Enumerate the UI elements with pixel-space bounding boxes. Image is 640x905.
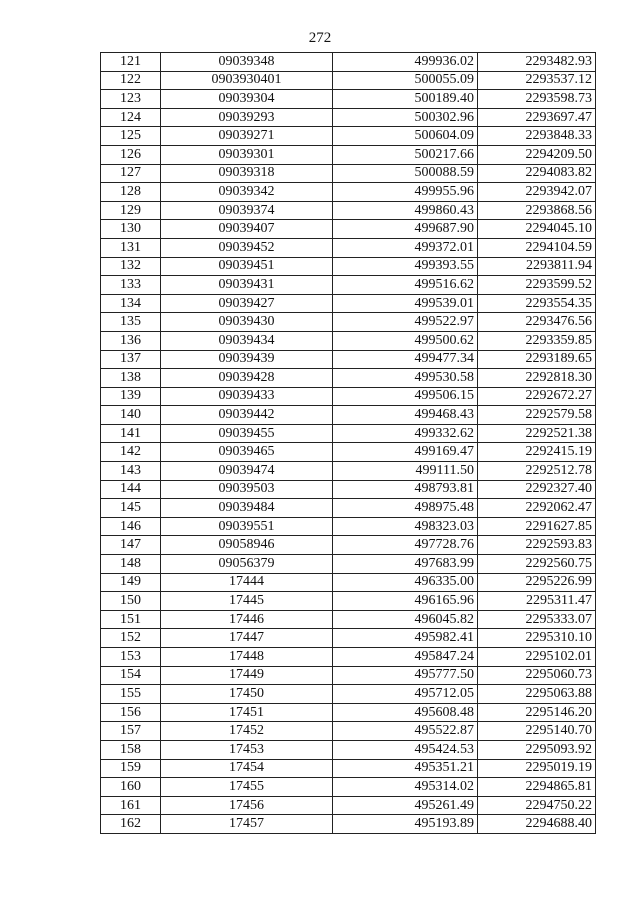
point-id-cell: 17445 bbox=[161, 592, 333, 611]
point-id-cell: 09039503 bbox=[161, 480, 333, 499]
point-id-cell: 17456 bbox=[161, 796, 333, 815]
table-row bbox=[101, 164, 596, 183]
x-coordinate-cell: 495522.87 bbox=[333, 722, 478, 741]
point-id-cell: 09039455 bbox=[161, 424, 333, 443]
table-row bbox=[101, 276, 596, 295]
table-row bbox=[101, 424, 596, 443]
y-coordinate-cell: 2294688.40 bbox=[478, 815, 596, 834]
point-id-cell: 09039348 bbox=[161, 53, 333, 72]
x-coordinate-cell: 498323.03 bbox=[333, 517, 478, 536]
x-coordinate-cell: 499111.50 bbox=[333, 462, 478, 481]
table-row bbox=[101, 53, 596, 72]
row-number-cell: 136 bbox=[101, 331, 161, 350]
y-coordinate-cell: 2293189.65 bbox=[478, 350, 596, 369]
x-coordinate-cell: 496045.82 bbox=[333, 610, 478, 629]
point-id-cell: 09039451 bbox=[161, 257, 333, 276]
x-coordinate-cell: 495777.50 bbox=[333, 666, 478, 685]
table-row bbox=[101, 331, 596, 350]
y-coordinate-cell: 2293554.35 bbox=[478, 294, 596, 313]
y-coordinate-cell: 2292062.47 bbox=[478, 499, 596, 518]
row-number-cell: 158 bbox=[101, 740, 161, 759]
table-row bbox=[101, 610, 596, 629]
point-id-cell: 09039304 bbox=[161, 90, 333, 109]
row-number-cell: 154 bbox=[101, 666, 161, 685]
row-number-cell: 151 bbox=[101, 610, 161, 629]
point-id-cell: 17455 bbox=[161, 778, 333, 797]
row-number-cell: 124 bbox=[101, 108, 161, 127]
point-id-cell: 09039474 bbox=[161, 462, 333, 481]
y-coordinate-cell: 2295102.01 bbox=[478, 648, 596, 667]
y-coordinate-cell: 2293599.52 bbox=[478, 276, 596, 295]
point-id-cell: 09039442 bbox=[161, 406, 333, 425]
point-id-cell: 09039271 bbox=[161, 127, 333, 146]
point-id-cell: 17452 bbox=[161, 722, 333, 741]
table-row bbox=[101, 666, 596, 685]
row-number-cell: 143 bbox=[101, 462, 161, 481]
table-row bbox=[101, 183, 596, 202]
x-coordinate-cell: 500604.09 bbox=[333, 127, 478, 146]
y-coordinate-cell: 2295226.99 bbox=[478, 573, 596, 592]
row-number-cell: 134 bbox=[101, 294, 161, 313]
point-id-cell: 17449 bbox=[161, 666, 333, 685]
x-coordinate-cell: 499468.43 bbox=[333, 406, 478, 425]
y-coordinate-cell: 2293942.07 bbox=[478, 183, 596, 202]
point-id-cell: 09039434 bbox=[161, 331, 333, 350]
point-id-cell: 17453 bbox=[161, 740, 333, 759]
table-row bbox=[101, 350, 596, 369]
table-row bbox=[101, 257, 596, 276]
row-number-cell: 157 bbox=[101, 722, 161, 741]
x-coordinate-cell: 495314.02 bbox=[333, 778, 478, 797]
y-coordinate-cell: 2295093.92 bbox=[478, 740, 596, 759]
row-number-cell: 135 bbox=[101, 313, 161, 332]
row-number-cell: 148 bbox=[101, 555, 161, 574]
row-number-cell: 159 bbox=[101, 759, 161, 778]
point-id-cell: 09039407 bbox=[161, 220, 333, 239]
y-coordinate-cell: 2294104.59 bbox=[478, 238, 596, 257]
y-coordinate-cell: 2292560.75 bbox=[478, 555, 596, 574]
table-row bbox=[101, 796, 596, 815]
y-coordinate-cell: 2292415.19 bbox=[478, 443, 596, 462]
row-number-cell: 137 bbox=[101, 350, 161, 369]
table-row bbox=[101, 722, 596, 741]
x-coordinate-cell: 499522.97 bbox=[333, 313, 478, 332]
point-id-cell: 09039551 bbox=[161, 517, 333, 536]
point-id-cell: 17447 bbox=[161, 629, 333, 648]
point-id-cell: 09039484 bbox=[161, 499, 333, 518]
table-row bbox=[101, 145, 596, 164]
y-coordinate-cell: 2293811.94 bbox=[478, 257, 596, 276]
table-row bbox=[101, 108, 596, 127]
x-coordinate-cell: 496165.96 bbox=[333, 592, 478, 611]
row-number-cell: 156 bbox=[101, 703, 161, 722]
x-coordinate-cell: 495608.48 bbox=[333, 703, 478, 722]
x-coordinate-cell: 495424.53 bbox=[333, 740, 478, 759]
row-number-cell: 155 bbox=[101, 685, 161, 704]
point-id-cell: 09039431 bbox=[161, 276, 333, 295]
y-coordinate-cell: 2293598.73 bbox=[478, 90, 596, 109]
x-coordinate-cell: 495982.41 bbox=[333, 629, 478, 648]
point-id-cell: 09039427 bbox=[161, 294, 333, 313]
point-id-cell: 09039439 bbox=[161, 350, 333, 369]
x-coordinate-cell: 499393.55 bbox=[333, 257, 478, 276]
table-row bbox=[101, 462, 596, 481]
x-coordinate-cell: 500217.66 bbox=[333, 145, 478, 164]
table-row bbox=[101, 406, 596, 425]
table-row bbox=[101, 480, 596, 499]
point-id-cell: 17444 bbox=[161, 573, 333, 592]
y-coordinate-cell: 2295310.10 bbox=[478, 629, 596, 648]
table-row bbox=[101, 90, 596, 109]
x-coordinate-cell: 497728.76 bbox=[333, 536, 478, 555]
y-coordinate-cell: 2293476.56 bbox=[478, 313, 596, 332]
row-number-cell: 139 bbox=[101, 387, 161, 406]
y-coordinate-cell: 2295063.88 bbox=[478, 685, 596, 704]
point-id-cell: 09039430 bbox=[161, 313, 333, 332]
point-id-cell: 17454 bbox=[161, 759, 333, 778]
x-coordinate-cell: 499516.62 bbox=[333, 276, 478, 295]
row-number-cell: 145 bbox=[101, 499, 161, 518]
row-number-cell: 162 bbox=[101, 815, 161, 834]
x-coordinate-cell: 495712.05 bbox=[333, 685, 478, 704]
y-coordinate-cell: 2292521.38 bbox=[478, 424, 596, 443]
table-row bbox=[101, 536, 596, 555]
row-number-cell: 146 bbox=[101, 517, 161, 536]
point-id-cell: 17451 bbox=[161, 703, 333, 722]
row-number-cell: 160 bbox=[101, 778, 161, 797]
table-row bbox=[101, 238, 596, 257]
row-number-cell: 138 bbox=[101, 369, 161, 388]
row-number-cell: 123 bbox=[101, 90, 161, 109]
table-row bbox=[101, 778, 596, 797]
y-coordinate-cell: 2292327.40 bbox=[478, 480, 596, 499]
row-number-cell: 133 bbox=[101, 276, 161, 295]
y-coordinate-cell: 2295146.20 bbox=[478, 703, 596, 722]
x-coordinate-cell: 495261.49 bbox=[333, 796, 478, 815]
x-coordinate-cell: 499372.01 bbox=[333, 238, 478, 257]
x-coordinate-cell: 499539.01 bbox=[333, 294, 478, 313]
point-id-cell: 09056379 bbox=[161, 555, 333, 574]
row-number-cell: 149 bbox=[101, 573, 161, 592]
table-row bbox=[101, 629, 596, 648]
table-row bbox=[101, 499, 596, 518]
y-coordinate-cell: 2293537.12 bbox=[478, 71, 596, 90]
point-id-cell: 09039374 bbox=[161, 201, 333, 220]
y-coordinate-cell: 2295311.47 bbox=[478, 592, 596, 611]
table-row bbox=[101, 815, 596, 834]
y-coordinate-cell: 2292672.27 bbox=[478, 387, 596, 406]
table-row bbox=[101, 313, 596, 332]
x-coordinate-cell: 499955.96 bbox=[333, 183, 478, 202]
x-coordinate-cell: 496335.00 bbox=[333, 573, 478, 592]
table-row bbox=[101, 592, 596, 611]
x-coordinate-cell: 500088.59 bbox=[333, 164, 478, 183]
row-number-cell: 121 bbox=[101, 53, 161, 72]
row-number-cell: 141 bbox=[101, 424, 161, 443]
point-id-cell: 17448 bbox=[161, 648, 333, 667]
x-coordinate-cell: 500055.09 bbox=[333, 71, 478, 90]
point-id-cell: 17457 bbox=[161, 815, 333, 834]
table-row bbox=[101, 443, 596, 462]
coordinates-table-body bbox=[101, 53, 596, 834]
table-row bbox=[101, 294, 596, 313]
row-number-cell: 129 bbox=[101, 201, 161, 220]
x-coordinate-cell: 495193.89 bbox=[333, 815, 478, 834]
x-coordinate-cell: 498975.48 bbox=[333, 499, 478, 518]
x-coordinate-cell: 499860.43 bbox=[333, 201, 478, 220]
table-row bbox=[101, 703, 596, 722]
page-number: 272 bbox=[308, 30, 332, 46]
row-number-cell: 161 bbox=[101, 796, 161, 815]
y-coordinate-cell: 2293868.56 bbox=[478, 201, 596, 220]
y-coordinate-cell: 2292593.83 bbox=[478, 536, 596, 555]
table-row bbox=[101, 740, 596, 759]
x-coordinate-cell: 497683.99 bbox=[333, 555, 478, 574]
table-row bbox=[101, 127, 596, 146]
table-row bbox=[101, 387, 596, 406]
y-coordinate-cell: 2295019.19 bbox=[478, 759, 596, 778]
point-id-cell: 09039318 bbox=[161, 164, 333, 183]
y-coordinate-cell: 2293359.85 bbox=[478, 331, 596, 350]
y-coordinate-cell: 2291627.85 bbox=[478, 517, 596, 536]
y-coordinate-cell: 2293482.93 bbox=[478, 53, 596, 72]
row-number-cell: 150 bbox=[101, 592, 161, 611]
row-number-cell: 132 bbox=[101, 257, 161, 276]
row-number-cell: 125 bbox=[101, 127, 161, 146]
table-row bbox=[101, 201, 596, 220]
row-number-cell: 126 bbox=[101, 145, 161, 164]
row-number-cell: 128 bbox=[101, 183, 161, 202]
row-number-cell: 144 bbox=[101, 480, 161, 499]
x-coordinate-cell: 498793.81 bbox=[333, 480, 478, 499]
y-coordinate-cell: 2295060.73 bbox=[478, 666, 596, 685]
y-coordinate-cell: 2295333.07 bbox=[478, 610, 596, 629]
x-coordinate-cell: 499477.34 bbox=[333, 350, 478, 369]
table-row bbox=[101, 369, 596, 388]
y-coordinate-cell: 2293848.33 bbox=[478, 127, 596, 146]
x-coordinate-cell: 499530.58 bbox=[333, 369, 478, 388]
table-row bbox=[101, 573, 596, 592]
y-coordinate-cell: 2293697.47 bbox=[478, 108, 596, 127]
x-coordinate-cell: 495351.21 bbox=[333, 759, 478, 778]
point-id-cell: 09039293 bbox=[161, 108, 333, 127]
table-row bbox=[101, 685, 596, 704]
table-row bbox=[101, 555, 596, 574]
y-coordinate-cell: 2292818.30 bbox=[478, 369, 596, 388]
point-id-cell: 17450 bbox=[161, 685, 333, 704]
y-coordinate-cell: 2294750.22 bbox=[478, 796, 596, 815]
point-id-cell: 09039428 bbox=[161, 369, 333, 388]
y-coordinate-cell: 2292579.58 bbox=[478, 406, 596, 425]
point-id-cell: 09039301 bbox=[161, 145, 333, 164]
x-coordinate-cell: 500189.40 bbox=[333, 90, 478, 109]
point-id-cell: 09058946 bbox=[161, 536, 333, 555]
table-row bbox=[101, 648, 596, 667]
x-coordinate-cell: 499936.02 bbox=[333, 53, 478, 72]
x-coordinate-cell: 499687.90 bbox=[333, 220, 478, 239]
y-coordinate-cell: 2294045.10 bbox=[478, 220, 596, 239]
x-coordinate-cell: 499169.47 bbox=[333, 443, 478, 462]
x-coordinate-cell: 499332.62 bbox=[333, 424, 478, 443]
table-row bbox=[101, 71, 596, 90]
row-number-cell: 142 bbox=[101, 443, 161, 462]
x-coordinate-cell: 500302.96 bbox=[333, 108, 478, 127]
point-id-cell: 09039342 bbox=[161, 183, 333, 202]
y-coordinate-cell: 2294083.82 bbox=[478, 164, 596, 183]
row-number-cell: 152 bbox=[101, 629, 161, 648]
row-number-cell: 130 bbox=[101, 220, 161, 239]
row-number-cell: 153 bbox=[101, 648, 161, 667]
y-coordinate-cell: 2292512.78 bbox=[478, 462, 596, 481]
row-number-cell: 131 bbox=[101, 238, 161, 257]
point-id-cell: 09039433 bbox=[161, 387, 333, 406]
row-number-cell: 140 bbox=[101, 406, 161, 425]
x-coordinate-cell: 495847.24 bbox=[333, 648, 478, 667]
point-id-cell: 09039465 bbox=[161, 443, 333, 462]
table-row bbox=[101, 220, 596, 239]
table-row bbox=[101, 517, 596, 536]
coordinates-table bbox=[100, 52, 596, 834]
point-id-cell: 09039452 bbox=[161, 238, 333, 257]
row-number-cell: 122 bbox=[101, 71, 161, 90]
x-coordinate-cell: 499506.15 bbox=[333, 387, 478, 406]
point-id-cell: 17446 bbox=[161, 610, 333, 629]
x-coordinate-cell: 499500.62 bbox=[333, 331, 478, 350]
row-number-cell: 127 bbox=[101, 164, 161, 183]
y-coordinate-cell: 2295140.70 bbox=[478, 722, 596, 741]
point-id-cell: 0903930401 bbox=[161, 71, 333, 90]
y-coordinate-cell: 2294865.81 bbox=[478, 778, 596, 797]
table-row bbox=[101, 759, 596, 778]
row-number-cell: 147 bbox=[101, 536, 161, 555]
y-coordinate-cell: 2294209.50 bbox=[478, 145, 596, 164]
